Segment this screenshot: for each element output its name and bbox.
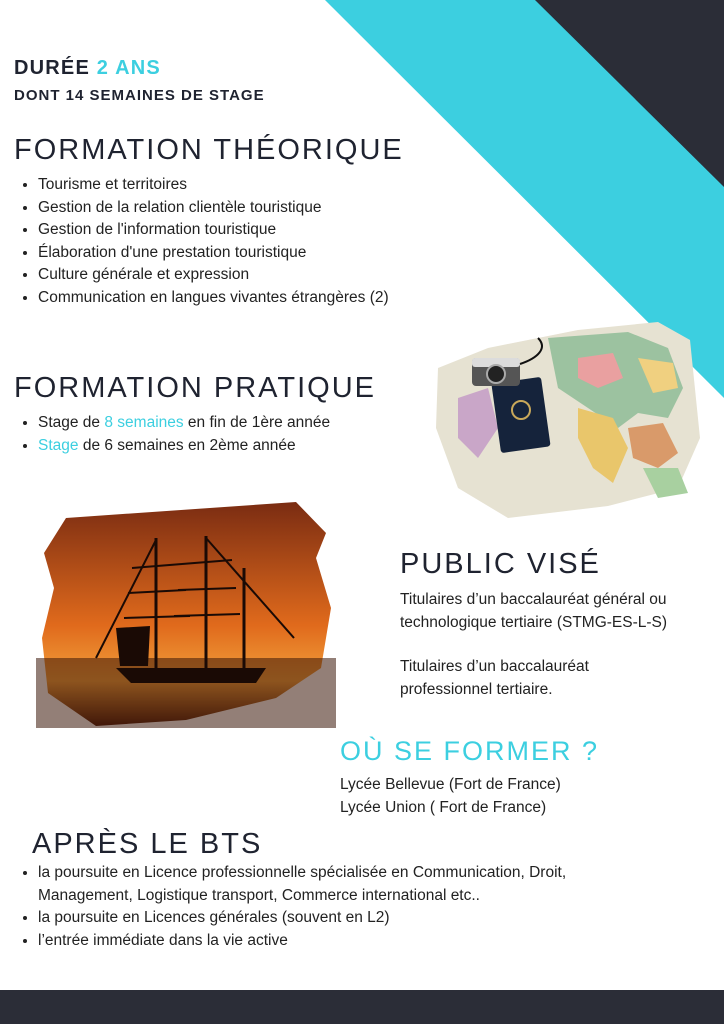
public-vise-title: PUBLIC VISÉ bbox=[400, 548, 601, 580]
list-item: • la poursuite en Licences générales (souvent en L2) bbox=[38, 907, 718, 930]
list-item: • l’entrée immédiate dans la vie active bbox=[38, 930, 718, 953]
duree-value: 2 ANS bbox=[96, 57, 161, 79]
highlight-text: 8 semaines bbox=[104, 414, 184, 431]
list-item: • Gestion de l'information touristique bbox=[38, 219, 558, 242]
formation-theorique-list bbox=[16, 174, 558, 309]
list-item bbox=[38, 435, 438, 458]
list-item bbox=[38, 412, 438, 435]
list-item: • Culture générale et expression bbox=[38, 264, 558, 287]
duree-heading bbox=[14, 57, 161, 80]
text-line: Titulaires d’un baccalauréat général ou bbox=[400, 591, 667, 608]
highlight-text: Stage bbox=[38, 436, 79, 454]
apres-bts-title: APRÈS LE BTS bbox=[32, 828, 263, 860]
public-vise-paragraph-1 bbox=[400, 589, 720, 634]
list-item bbox=[38, 862, 718, 907]
world-map-image bbox=[428, 318, 704, 518]
duree-label: DURÉE bbox=[14, 57, 91, 79]
ou-se-former-title: OÙ SE FORMER ? bbox=[340, 736, 600, 766]
text-line: Management, Logistique transport, Commerce international etc.. bbox=[38, 886, 480, 904]
text-segment: de 6 semaines en 2ème année bbox=[78, 436, 296, 454]
footer-bar bbox=[0, 990, 724, 1024]
school-line: Lycée Union ( Fort de France) bbox=[340, 798, 547, 816]
text-line: professionnel tertiaire. bbox=[400, 680, 553, 698]
school-line: Lycée Bellevue (Fort de France) bbox=[340, 776, 561, 793]
list-item: • Gestion de la relation clientèle touristique bbox=[38, 197, 558, 220]
text-line: • la poursuite en Licence professionnelle spécialisée en Communication, Droit, bbox=[38, 864, 567, 881]
duree-subtitle: DONT 14 SEMAINES DE STAGE bbox=[14, 87, 265, 104]
ou-se-former-list bbox=[340, 774, 720, 819]
formation-theorique-title: FORMATION THÉORIQUE bbox=[14, 134, 404, 166]
text-segment: Stage de bbox=[38, 414, 105, 431]
formation-pratique-list bbox=[16, 412, 438, 457]
list-item: • Élaboration d'une prestation touristique bbox=[38, 242, 558, 265]
public-vise-paragraph-2 bbox=[400, 656, 720, 701]
text-line: Titulaires d’un baccalauréat bbox=[400, 658, 589, 675]
apres-bts-list bbox=[16, 862, 718, 952]
list-item: • Tourisme et territoires bbox=[38, 174, 558, 197]
list-item: • Communication en langues vivantes étrangères (2) bbox=[38, 287, 558, 310]
text-segment: en fin de 1ère année bbox=[183, 414, 331, 431]
formation-pratique-title: FORMATION PRATIQUE bbox=[14, 372, 376, 404]
sailing-ship-image bbox=[36, 498, 336, 728]
text-line: technologique tertiaire (STMG-ES-L-S) bbox=[400, 613, 668, 631]
